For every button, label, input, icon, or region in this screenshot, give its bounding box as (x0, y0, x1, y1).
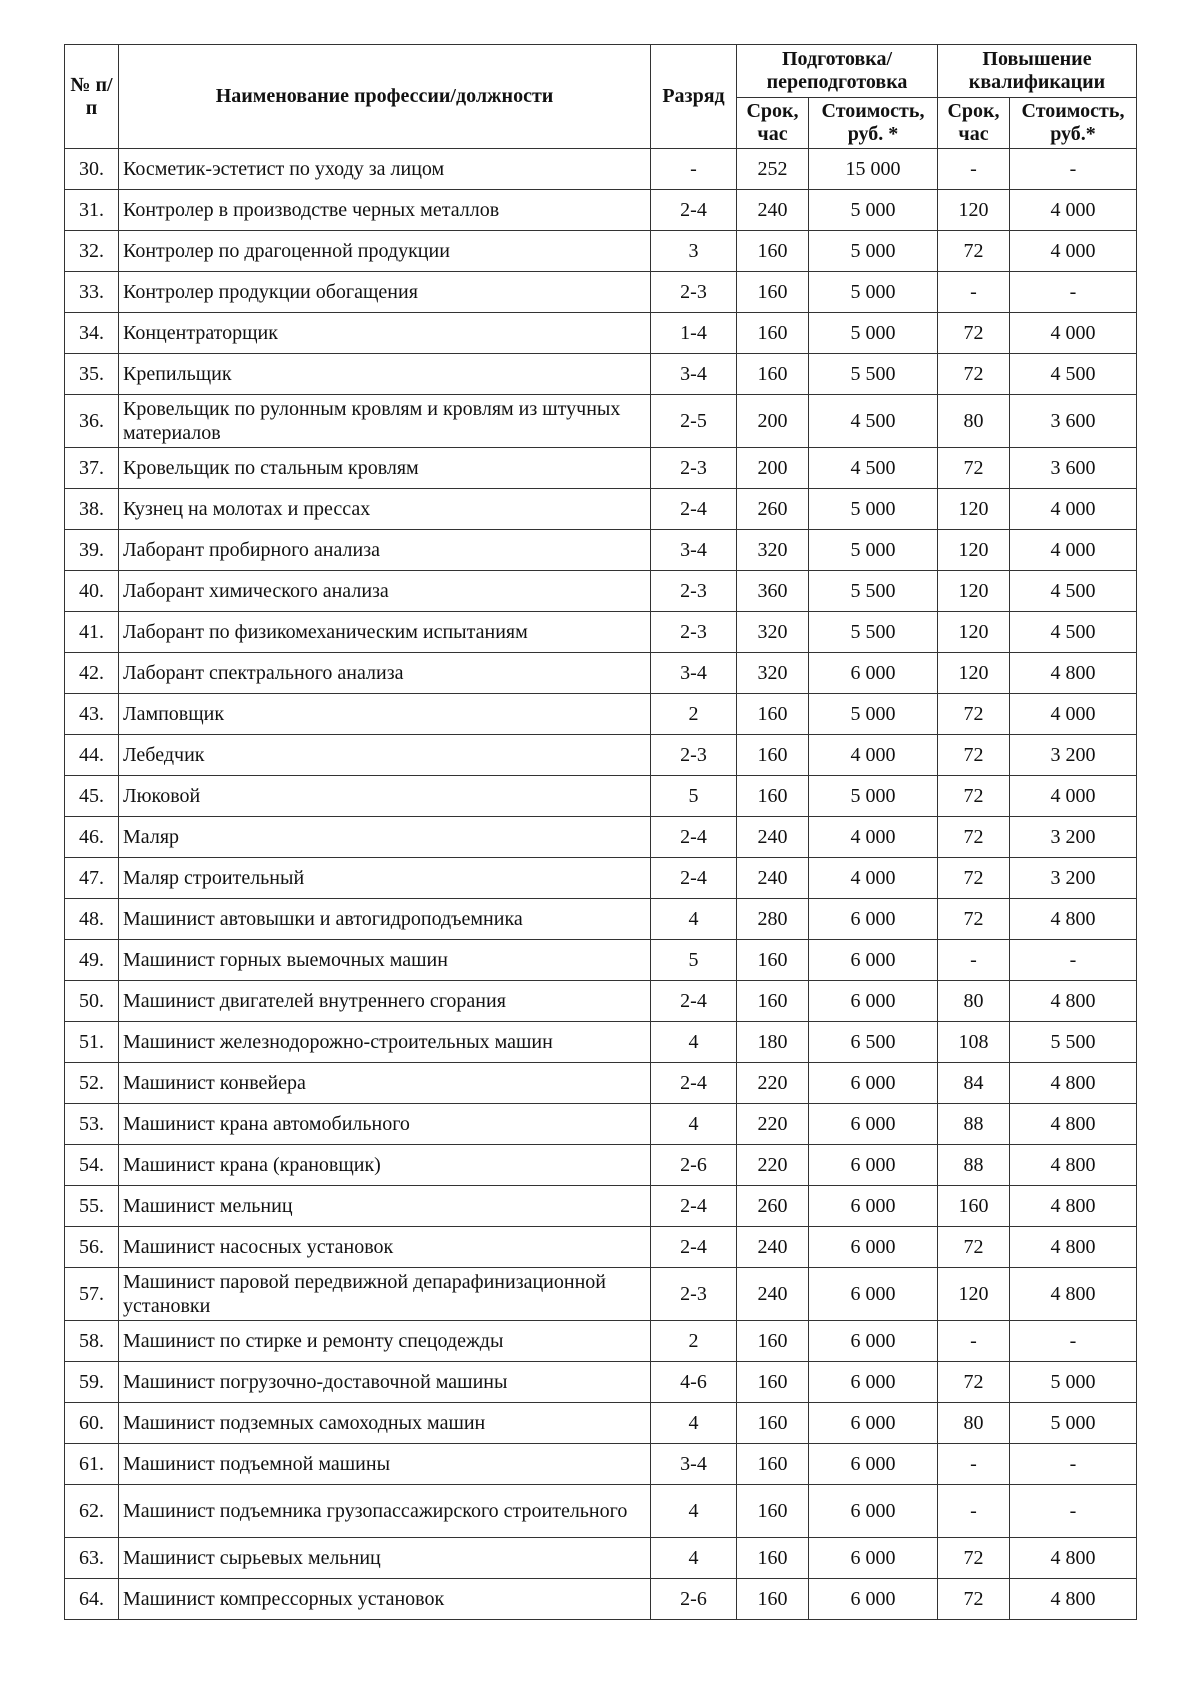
training-cost: 5 000 (809, 190, 938, 231)
qualification-term: 120 (938, 190, 1010, 231)
qualification-cost: - (1010, 149, 1137, 190)
training-cost: 5 500 (809, 612, 938, 653)
training-term: 160 (737, 272, 809, 313)
grade: 4 (651, 1538, 737, 1579)
table-row (65, 776, 1137, 817)
row-number: 47. (65, 858, 119, 899)
header-qualification-term: Срок, час (938, 98, 1010, 149)
qualification-term: 72 (938, 817, 1010, 858)
training-term: 220 (737, 1145, 809, 1186)
grade: 2-4 (651, 858, 737, 899)
qualification-cost: 3 200 (1010, 817, 1137, 858)
grade: 2-4 (651, 817, 737, 858)
training-term: 160 (737, 981, 809, 1022)
grade: 2-3 (651, 612, 737, 653)
training-cost: 5 500 (809, 571, 938, 612)
row-number: 36. (65, 395, 119, 448)
table-row (65, 735, 1137, 776)
grade: 3-4 (651, 1444, 737, 1485)
qualification-cost: - (1010, 1485, 1137, 1538)
training-cost: 6 000 (809, 1538, 938, 1579)
table-row (65, 272, 1137, 313)
table-row (65, 1579, 1137, 1620)
profession-name: Машинист сырьевых мельниц (119, 1538, 651, 1579)
row-number: 37. (65, 448, 119, 489)
training-cost: 4 500 (809, 448, 938, 489)
row-number: 50. (65, 981, 119, 1022)
row-number: 39. (65, 530, 119, 571)
table-row (65, 448, 1137, 489)
training-term: 252 (737, 149, 809, 190)
table-row (65, 530, 1137, 571)
table-row (65, 149, 1137, 190)
qualification-term: 72 (938, 313, 1010, 354)
grade: 2-4 (651, 981, 737, 1022)
table-row (65, 354, 1137, 395)
profession-name: Кузнец на молотах и прессах (119, 489, 651, 530)
profession-name: Машинист погрузочно-доставочной машины (119, 1362, 651, 1403)
training-term: 320 (737, 612, 809, 653)
profession-name: Машинист крана (крановщик) (119, 1145, 651, 1186)
profession-name: Машинист по стирке и ремонту спецодежды (119, 1321, 651, 1362)
row-number: 52. (65, 1063, 119, 1104)
training-term: 160 (737, 940, 809, 981)
qualification-cost: 3 600 (1010, 448, 1137, 489)
qualification-cost: 4 800 (1010, 981, 1137, 1022)
training-cost: 4 000 (809, 735, 938, 776)
row-number: 56. (65, 1227, 119, 1268)
row-number: 43. (65, 694, 119, 735)
profession-name: Машинист железнодорожно-строительных машин (119, 1022, 651, 1063)
profession-name: Люковой (119, 776, 651, 817)
training-term: 320 (737, 530, 809, 571)
grade: 4 (651, 1403, 737, 1444)
qualification-term: 72 (938, 1227, 1010, 1268)
training-term: 160 (737, 1538, 809, 1579)
table-row (65, 190, 1137, 231)
table-row (65, 1186, 1137, 1227)
table-row (65, 1063, 1137, 1104)
training-term: 260 (737, 489, 809, 530)
training-cost: 6 000 (809, 1186, 938, 1227)
row-number: 63. (65, 1538, 119, 1579)
qualification-cost: 3 600 (1010, 395, 1137, 448)
training-cost: 6 000 (809, 1227, 938, 1268)
row-number: 53. (65, 1104, 119, 1145)
profession-name: Машинист мельниц (119, 1186, 651, 1227)
training-cost: 6 000 (809, 1362, 938, 1403)
row-number: 51. (65, 1022, 119, 1063)
row-number: 49. (65, 940, 119, 981)
training-cost: 15 000 (809, 149, 938, 190)
training-term: 220 (737, 1063, 809, 1104)
row-number: 62. (65, 1485, 119, 1538)
qualification-cost: 4 500 (1010, 571, 1137, 612)
header-training: Подготовка/ переподготовка (737, 45, 938, 98)
grade: 3-4 (651, 354, 737, 395)
qualification-term: 88 (938, 1104, 1010, 1145)
training-term: 180 (737, 1022, 809, 1063)
grade: 2 (651, 694, 737, 735)
qualification-term: 120 (938, 571, 1010, 612)
row-number: 57. (65, 1268, 119, 1321)
table-row (65, 1362, 1137, 1403)
grade: 4 (651, 899, 737, 940)
document-page (64, 44, 1136, 1620)
training-term: 240 (737, 858, 809, 899)
training-term: 160 (737, 1444, 809, 1485)
row-number: 64. (65, 1579, 119, 1620)
table-row (65, 1227, 1137, 1268)
qualification-term: - (938, 1485, 1010, 1538)
qualification-term: 72 (938, 735, 1010, 776)
table-row (65, 653, 1137, 694)
training-cost: 6 000 (809, 1579, 938, 1620)
grade: - (651, 149, 737, 190)
training-cost: 5 000 (809, 272, 938, 313)
profession-name: Лебедчик (119, 735, 651, 776)
table-row (65, 940, 1137, 981)
training-term: 240 (737, 1268, 809, 1321)
table-row (65, 1104, 1137, 1145)
grade: 2-4 (651, 190, 737, 231)
profession-name: Косметик-эстетист по уходу за лицом (119, 149, 651, 190)
qualification-cost: 5 500 (1010, 1022, 1137, 1063)
profession-name: Лаборант спектрального анализа (119, 653, 651, 694)
table-row (65, 1145, 1137, 1186)
profession-name: Машинист конвейера (119, 1063, 651, 1104)
row-number: 60. (65, 1403, 119, 1444)
header-training-term: Срок, час (737, 98, 809, 149)
header-grade: Разряд (651, 45, 737, 149)
row-number: 59. (65, 1362, 119, 1403)
row-number: 45. (65, 776, 119, 817)
training-cost: 6 500 (809, 1022, 938, 1063)
table-row (65, 694, 1137, 735)
qualification-cost: 4 800 (1010, 1579, 1137, 1620)
training-term: 320 (737, 653, 809, 694)
training-cost: 4 000 (809, 817, 938, 858)
training-cost: 5 000 (809, 231, 938, 272)
qualification-cost: 4 800 (1010, 899, 1137, 940)
grade: 3 (651, 231, 737, 272)
row-number: 35. (65, 354, 119, 395)
profession-name: Контролер продукции обогащения (119, 272, 651, 313)
grade: 2-3 (651, 1268, 737, 1321)
training-term: 240 (737, 817, 809, 858)
profession-name: Машинист крана автомобильного (119, 1104, 651, 1145)
table-row (65, 899, 1137, 940)
training-cost: 6 000 (809, 1063, 938, 1104)
qualification-term: 72 (938, 231, 1010, 272)
profession-name: Ламповщик (119, 694, 651, 735)
qualification-term: 72 (938, 899, 1010, 940)
profession-name: Лаборант химического анализа (119, 571, 651, 612)
row-number: 58. (65, 1321, 119, 1362)
qualification-term: 120 (938, 489, 1010, 530)
training-term: 160 (737, 354, 809, 395)
training-term: 160 (737, 1321, 809, 1362)
table-row (65, 395, 1137, 448)
row-number: 42. (65, 653, 119, 694)
training-cost: 6 000 (809, 1485, 938, 1538)
profession-name: Маляр строительный (119, 858, 651, 899)
qualification-cost: - (1010, 1444, 1137, 1485)
header-training-cost: Стоимость, руб. * (809, 98, 938, 149)
grade: 4-6 (651, 1362, 737, 1403)
grade: 1-4 (651, 313, 737, 354)
qualification-cost: - (1010, 1321, 1137, 1362)
qualification-term: 72 (938, 1362, 1010, 1403)
grade: 2-3 (651, 571, 737, 612)
table-row (65, 571, 1137, 612)
table-row (65, 1444, 1137, 1485)
training-term: 160 (737, 694, 809, 735)
training-cost: 4 000 (809, 858, 938, 899)
qualification-term: - (938, 1444, 1010, 1485)
qualification-cost: 5 000 (1010, 1362, 1137, 1403)
qualification-term: 72 (938, 354, 1010, 395)
qualification-term: 72 (938, 1579, 1010, 1620)
profession-name: Машинист насосных установок (119, 1227, 651, 1268)
profession-name: Кровельщик по стальным кровлям (119, 448, 651, 489)
training-term: 360 (737, 571, 809, 612)
training-term: 160 (737, 1579, 809, 1620)
training-term: 240 (737, 190, 809, 231)
training-cost: 5 500 (809, 354, 938, 395)
profession-name: Концентраторщик (119, 313, 651, 354)
profession-name: Контролер по драгоценной продукции (119, 231, 651, 272)
row-number: 41. (65, 612, 119, 653)
qualification-cost: 4 000 (1010, 694, 1137, 735)
training-cost: 6 000 (809, 1104, 938, 1145)
qualification-term: 120 (938, 530, 1010, 571)
grade: 2-3 (651, 272, 737, 313)
grade: 3-4 (651, 653, 737, 694)
row-number: 34. (65, 313, 119, 354)
training-term: 200 (737, 448, 809, 489)
table-row (65, 858, 1137, 899)
row-number: 46. (65, 817, 119, 858)
training-cost: 6 000 (809, 1444, 938, 1485)
qualification-term: 84 (938, 1063, 1010, 1104)
professions-price-table (64, 44, 1137, 1620)
qualification-cost: - (1010, 940, 1137, 981)
qualification-cost: 4 800 (1010, 1268, 1137, 1321)
profession-name: Контролер в производстве черных металлов (119, 190, 651, 231)
qualification-cost: 4 800 (1010, 1227, 1137, 1268)
training-cost: 5 000 (809, 776, 938, 817)
qualification-term: 72 (938, 1538, 1010, 1579)
qualification-term: 80 (938, 395, 1010, 448)
qualification-term: 72 (938, 776, 1010, 817)
qualification-term: 120 (938, 653, 1010, 694)
profession-name: Машинист паровой передвижной депарафинизационной установки (119, 1268, 651, 1321)
grade: 2-4 (651, 489, 737, 530)
qualification-term: 72 (938, 858, 1010, 899)
training-cost: 4 500 (809, 395, 938, 448)
training-cost: 6 000 (809, 1145, 938, 1186)
qualification-cost: 4 000 (1010, 231, 1137, 272)
qualification-cost: 4 500 (1010, 612, 1137, 653)
grade: 2-4 (651, 1186, 737, 1227)
training-cost: 5 000 (809, 530, 938, 571)
qualification-term: - (938, 149, 1010, 190)
qualification-term: - (938, 272, 1010, 313)
table-row (65, 612, 1137, 653)
table-row (65, 313, 1137, 354)
qualification-cost: 5 000 (1010, 1403, 1137, 1444)
profession-name: Машинист автовышки и автогидроподъемника (119, 899, 651, 940)
profession-name: Маляр (119, 817, 651, 858)
table-body (65, 149, 1137, 1620)
profession-name: Кровельщик по рулонным кровлям и кровлям из штучных материалов (119, 395, 651, 448)
row-number: 38. (65, 489, 119, 530)
profession-name: Машинист подземных самоходных машин (119, 1403, 651, 1444)
qualification-term: 108 (938, 1022, 1010, 1063)
qualification-term: 160 (938, 1186, 1010, 1227)
training-term: 240 (737, 1227, 809, 1268)
training-cost: 6 000 (809, 1268, 938, 1321)
table-row (65, 1538, 1137, 1579)
qualification-cost: 3 200 (1010, 735, 1137, 776)
table-row (65, 1268, 1137, 1321)
qualification-cost: 4 000 (1010, 776, 1137, 817)
qualification-cost: 3 200 (1010, 858, 1137, 899)
header-qualification: Повышение квалификации (938, 45, 1137, 98)
grade: 2-4 (651, 1063, 737, 1104)
row-number: 40. (65, 571, 119, 612)
grade: 2 (651, 1321, 737, 1362)
table-row (65, 1403, 1137, 1444)
qualification-term: - (938, 1321, 1010, 1362)
training-term: 160 (737, 313, 809, 354)
table-row (65, 231, 1137, 272)
qualification-term: 120 (938, 1268, 1010, 1321)
row-number: 32. (65, 231, 119, 272)
training-cost: 6 000 (809, 981, 938, 1022)
qualification-term: 80 (938, 1403, 1010, 1444)
profession-name: Машинист двигателей внутреннего сгорания (119, 981, 651, 1022)
profession-name: Крепильщик (119, 354, 651, 395)
training-cost: 6 000 (809, 1321, 938, 1362)
table-header (65, 45, 1137, 149)
row-number: 61. (65, 1444, 119, 1485)
grade: 3-4 (651, 530, 737, 571)
training-term: 160 (737, 735, 809, 776)
training-term: 160 (737, 1362, 809, 1403)
header-num: № п/п (65, 45, 119, 149)
profession-name: Машинист горных выемочных машин (119, 940, 651, 981)
qualification-cost: 4 000 (1010, 489, 1137, 530)
grade: 2-5 (651, 395, 737, 448)
table-row (65, 1321, 1137, 1362)
qualification-term: 72 (938, 448, 1010, 489)
training-cost: 5 000 (809, 489, 938, 530)
grade: 2-3 (651, 735, 737, 776)
profession-name: Машинист компрессорных установок (119, 1579, 651, 1620)
row-number: 44. (65, 735, 119, 776)
qualification-term: 120 (938, 612, 1010, 653)
profession-name: Лаборант пробирного анализа (119, 530, 651, 571)
qualification-cost: 4 800 (1010, 1186, 1137, 1227)
grade: 2-6 (651, 1145, 737, 1186)
training-cost: 6 000 (809, 940, 938, 981)
qualification-term: 88 (938, 1145, 1010, 1186)
row-number: 30. (65, 149, 119, 190)
grade: 2-4 (651, 1227, 737, 1268)
profession-name: Машинист подъемной машины (119, 1444, 651, 1485)
qualification-cost: 4 800 (1010, 1145, 1137, 1186)
training-term: 160 (737, 1485, 809, 1538)
training-cost: 5 000 (809, 694, 938, 735)
qualification-cost: - (1010, 272, 1137, 313)
grade: 5 (651, 776, 737, 817)
row-number: 33. (65, 272, 119, 313)
profession-name: Лаборант по физикомеханическим испытаниям (119, 612, 651, 653)
row-number: 31. (65, 190, 119, 231)
training-term: 260 (737, 1186, 809, 1227)
training-term: 160 (737, 231, 809, 272)
table-row (65, 1485, 1137, 1538)
training-term: 220 (737, 1104, 809, 1145)
row-number: 54. (65, 1145, 119, 1186)
table-row (65, 489, 1137, 530)
header-name: Наименование профессии/должности (119, 45, 651, 149)
grade: 4 (651, 1104, 737, 1145)
qualification-cost: 4 000 (1010, 313, 1137, 354)
qualification-term: - (938, 940, 1010, 981)
qualification-cost: 4 800 (1010, 1063, 1137, 1104)
qualification-cost: 4 000 (1010, 530, 1137, 571)
training-term: 200 (737, 395, 809, 448)
profession-name: Машинист подъемника грузопассажирского строительного (119, 1485, 651, 1538)
training-cost: 5 000 (809, 313, 938, 354)
grade: 2-6 (651, 1579, 737, 1620)
table-row (65, 817, 1137, 858)
grade: 4 (651, 1022, 737, 1063)
qualification-cost: 4 800 (1010, 653, 1137, 694)
row-number: 48. (65, 899, 119, 940)
qualification-cost: 4 800 (1010, 1104, 1137, 1145)
row-number: 55. (65, 1186, 119, 1227)
grade: 2-3 (651, 448, 737, 489)
training-cost: 6 000 (809, 653, 938, 694)
training-cost: 6 000 (809, 899, 938, 940)
training-term: 280 (737, 899, 809, 940)
table-row (65, 1022, 1137, 1063)
qualification-cost: 4 800 (1010, 1538, 1137, 1579)
header-qualification-cost: Стоимость, руб.* (1010, 98, 1137, 149)
training-term: 160 (737, 1403, 809, 1444)
training-term: 160 (737, 776, 809, 817)
grade: 5 (651, 940, 737, 981)
grade: 4 (651, 1485, 737, 1538)
table-row (65, 981, 1137, 1022)
qualification-cost: 4 500 (1010, 354, 1137, 395)
qualification-cost: 4 000 (1010, 190, 1137, 231)
qualification-term: 80 (938, 981, 1010, 1022)
training-cost: 6 000 (809, 1403, 938, 1444)
qualification-term: 72 (938, 694, 1010, 735)
